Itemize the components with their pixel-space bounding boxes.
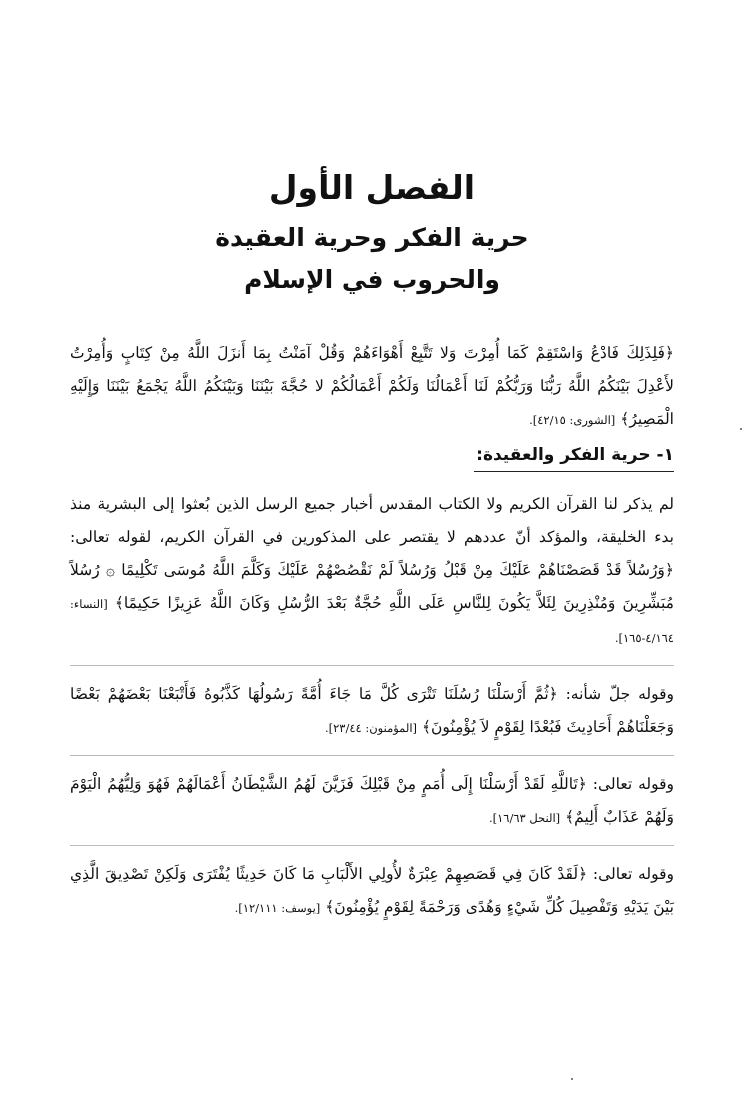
paragraph-1-reference: [النساء: ٤/١٦٤-١٦٥]. xyxy=(70,596,674,645)
chapter-title: الفصل الأول xyxy=(268,168,476,207)
paragraph-3-text: وقوله تعالى: ﴿تَاللَّهِ لَقَدْ أَرْسَلْنَا إِلَى أُمَمٍ مِنْ قَبْلِكَ فَزَيَّنَ لَهُمُ الشَّيْطَانُ أَعْمَالَهُمْ فَهُوَ وَلِيُّهُمُ الْيَوْمَ وَلَهُمْ عَذَابٌ أَلِيمٌ﴾ xyxy=(70,774,674,826)
section-heading: ١- حرية الفكر والعقيدة: xyxy=(474,445,674,472)
divider xyxy=(70,845,674,846)
divider xyxy=(70,665,674,666)
chapter-subtitle-2: والحروب في الإسلام xyxy=(244,265,500,295)
opening-verse xyxy=(70,337,674,437)
paragraph-2-reference: [المؤمنون: ٢٣/٤٤]. xyxy=(324,720,418,735)
paragraph-4 xyxy=(70,858,674,925)
opening-verse-reference: [الشورى: ٤٢/١٥]. xyxy=(529,412,616,427)
paragraph-4-reference: [يوسف: ١٢/١١١]. xyxy=(234,900,321,915)
paragraph-1 xyxy=(70,488,674,655)
paragraph-2-text: وقوله جلّ شأنه: ﴿ثُمَّ أَرْسَلْنَا رُسُلَنَا تَتْرَى كُلَّ مَا جَاءَ أُمَّةً رَسُولُهَا كَذَّبُوهُ فَأَتْبَعْنَا بَعْضَهُمْ بَعْضًا وَجَعَلْنَاهُمْ أَحَادِيثَ فَبُعْدًا لِقَوْمٍ لاَ يُؤْمِنُونَ﴾ xyxy=(70,684,674,736)
paragraph-1-text: لم يذكر لنا القرآن الكريم ولا الكتاب المقدس أخبار جميع الرسل الذين بُعثوا إلى البشرية منذ بدء الخليقة، والمؤكد أنّ عددهم لا يقتصر على المذكورين في القرآن الكريم، لقوله تعالى: ﴿وَرُسُلاً قَدْ قَصَصْنَاهُمْ عَلَيْكَ مِنْ قَبْلُ وَرُسُلاً لَمْ نَقْصُصْهُمْ عَلَيْكَ وَكَلَّمَ اللَّهُ مُوسَى تَكْلِيمًا ۞ رُسُلاً مُبَشِّرِينَ وَمُنْذِرِينَ لِئَلاَّ يَكُونَ لِلنَّاسِ عَلَى اللَّهِ حُجَّةٌ بَعْدَ الرُّسُلِ وَكَانَ اللَّهُ عَزِيزًا حَكِيمًا﴾ xyxy=(70,494,674,612)
paragraph-3-reference: [النحل ١٦/٦٣]. xyxy=(488,810,561,825)
paragraph-4-text: وقوله تعالى: ﴿لَقَدْ كَانَ فِي قَصَصِهِمْ عِبْرَةٌ لأُولِي الأَلْبَابِ مَا كَانَ حَدِيثًا يُفْتَرَى وَلَكِنْ تَصْدِيقَ الَّذِي بَيْنَ يَدَيْهِ وَتَفْصِيلَ كُلِّ شَيْءٍ وَهُدًى وَرَحْمَةً لِقَوْمٍ يُؤْمِنُونَ﴾ xyxy=(70,864,674,916)
chapter-subtitle-1: حرية الفكر وحرية العقيدة xyxy=(215,222,529,252)
paragraph-3 xyxy=(70,768,674,835)
paragraph-2 xyxy=(70,678,674,745)
divider xyxy=(70,755,674,756)
scan-speck xyxy=(740,428,742,430)
opening-verse-text: ﴿فَلِذَلِكَ فَادْعُ وَاسْتَقِمْ كَمَا أُمِرْتَ وَلا تَتَّبِعْ أَهْوَاءَهُمْ وَقُلْ آمَنْتُ بِمَا أَنزَلَ اللَّهُ مِنْ كِتَابٍ وَأُمِرْتُ لأَعْدِلَ بَيْنَكُمُ اللَّهُ رَبُّنَا وَرَبُّكُمْ لَنَا أَعْمَالُنَا وَلَكُمْ أَعْمَالُكُمْ لا حُجَّةَ بَيْنَنَا وَبَيْنَكُمُ اللَّهُ يَجْمَعُ بَيْنَنَا وَإِلَيْهِ الْمَصِيرُ﴾ xyxy=(70,343,674,428)
scan-speck xyxy=(571,1078,573,1080)
